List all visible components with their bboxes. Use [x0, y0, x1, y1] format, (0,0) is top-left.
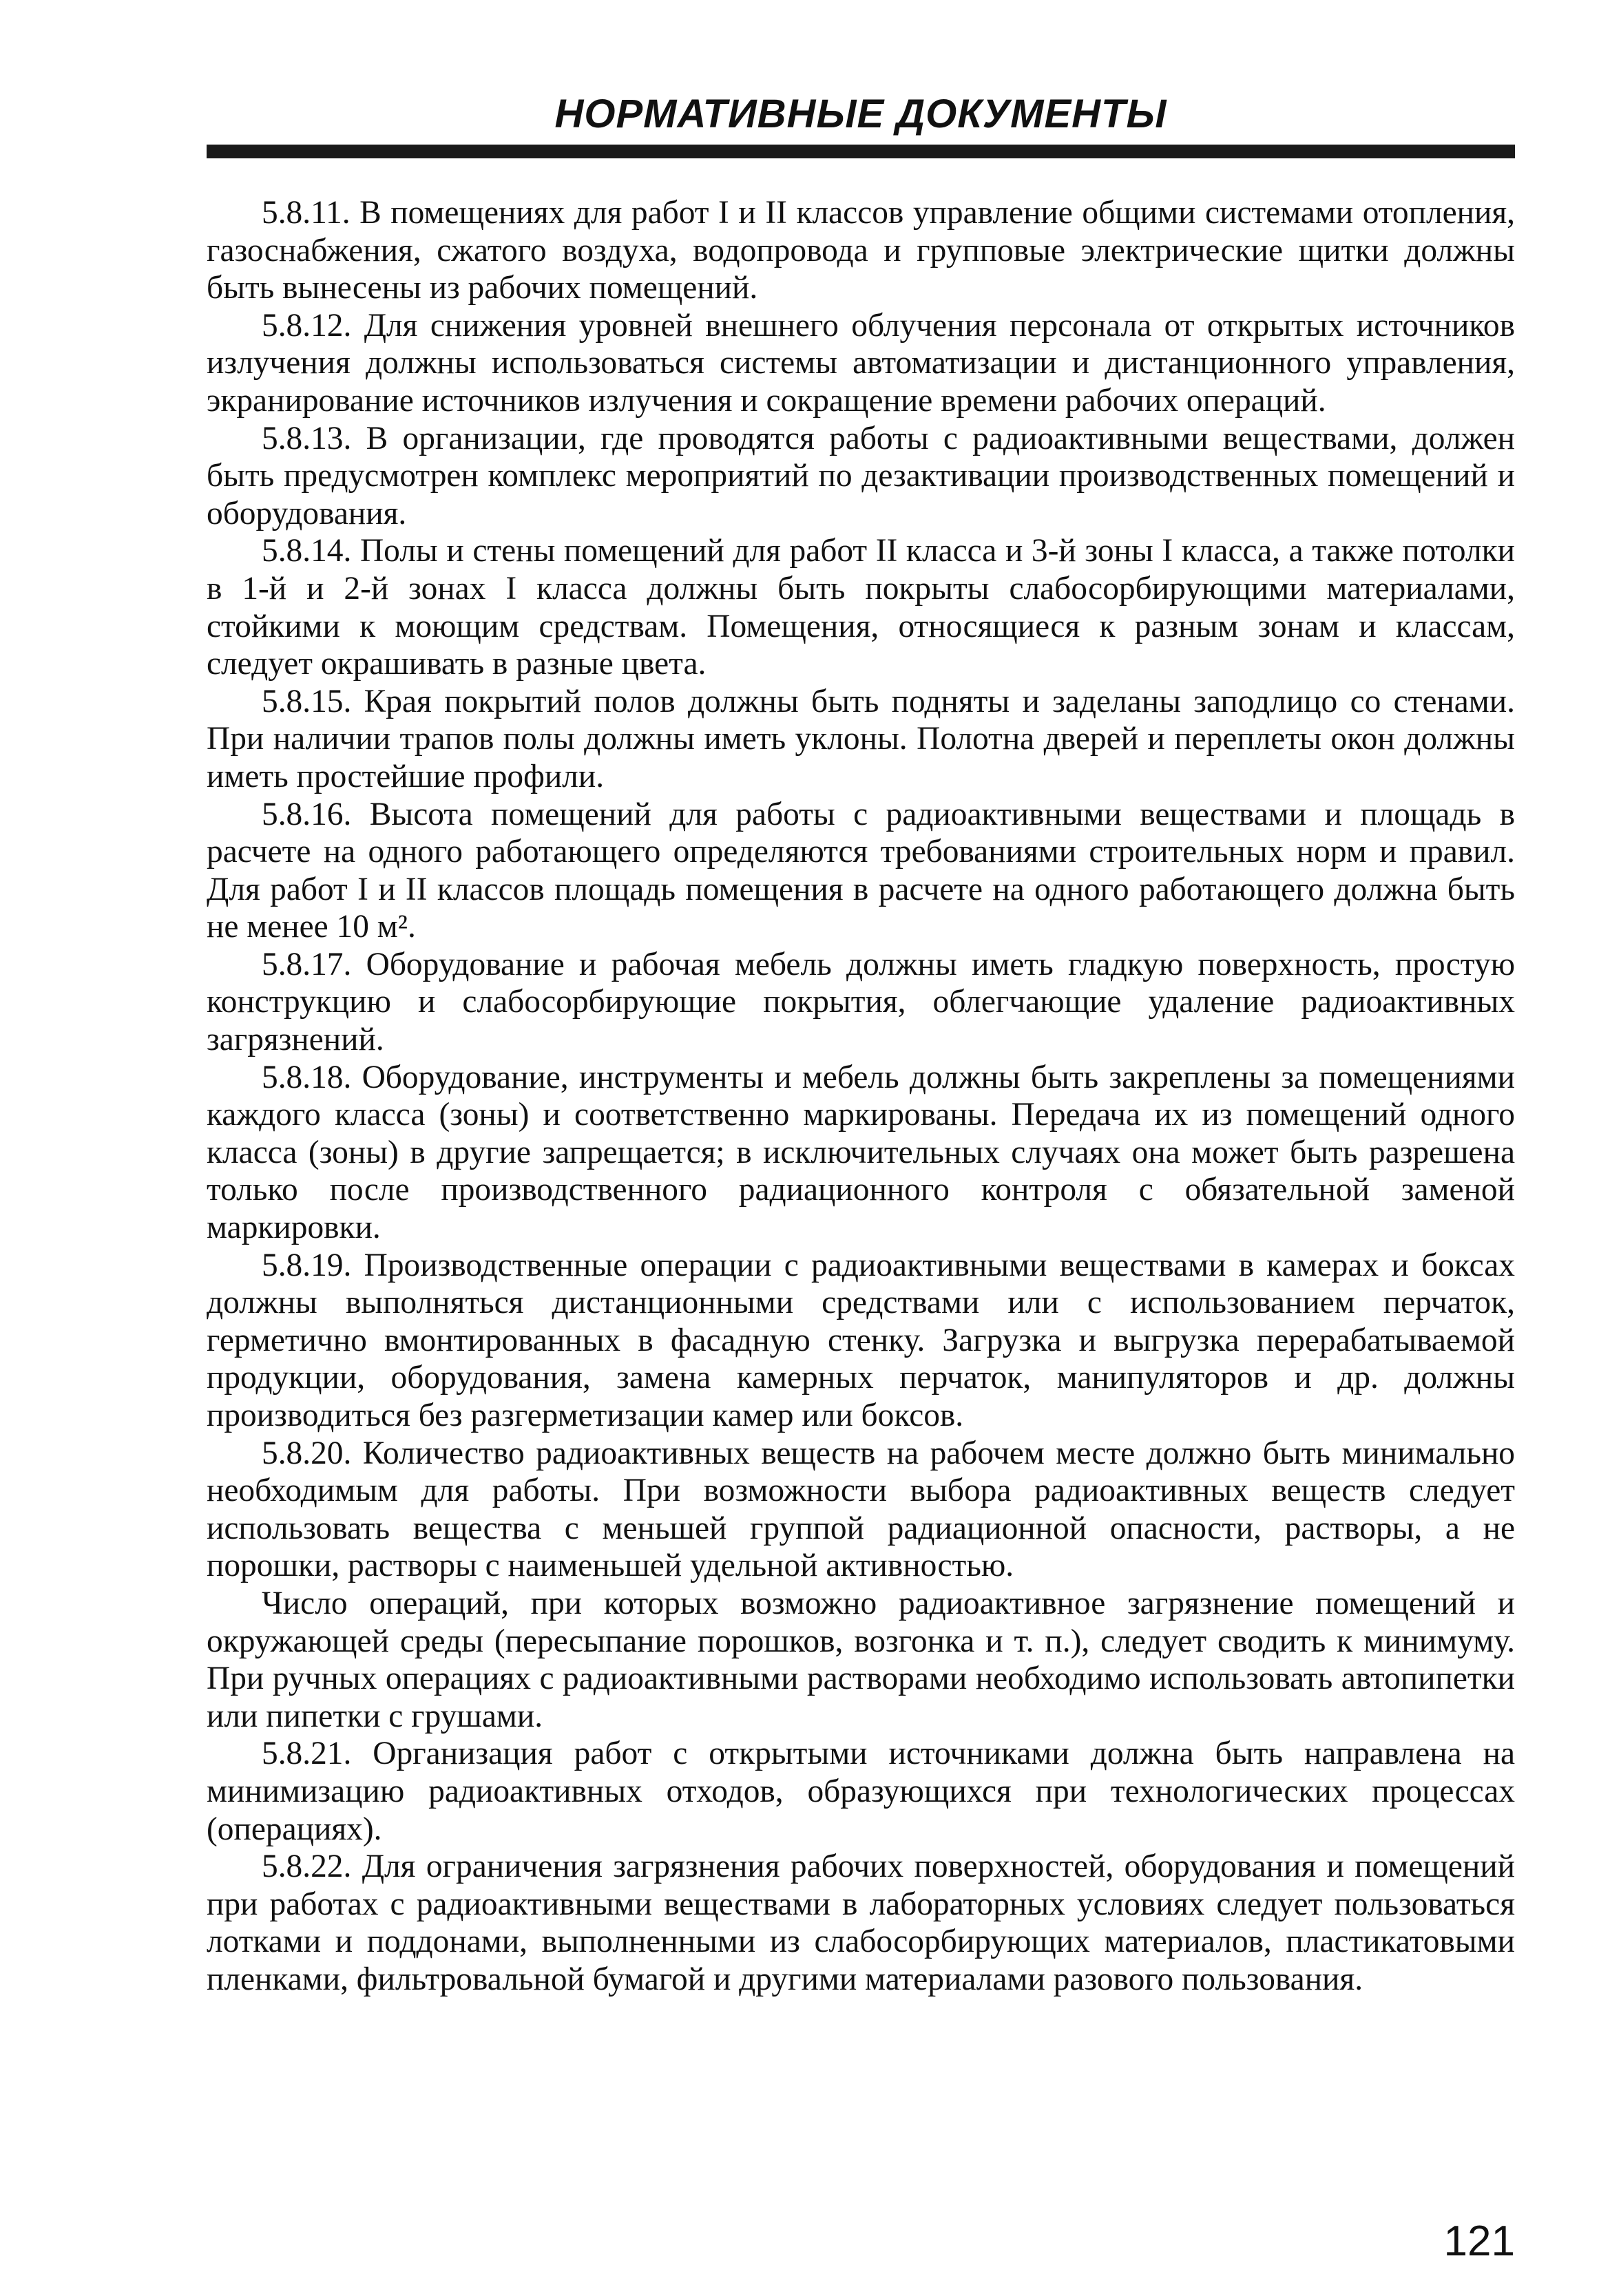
- paragraph-5-8-12: 5.8.12. Для снижения уровней внешнего облучения персонала от открытых источников излучения должны использоваться системы автоматизации и дистанционного управления, экранирование источников излучения и сокращение времени рабочих операций.: [207, 307, 1515, 419]
- running-header-title: НОРМАТИВНЫЕ ДОКУМЕНТЫ: [554, 92, 1167, 136]
- paragraph-5-8-21: 5.8.21. Организация работ с открытыми источниками должна быть направлена на минимизацию радиоактивных отходов, образующихся при технологических процессах (операциях).: [207, 1736, 1515, 1847]
- paragraph-5-8-20-continued: Число операций, при которых возможно радиоактивное загрязнение помещений и окружающей среды (пересыпание порошков, возгонка и т. п.), следует сводить к минимуму. При ручных операциях с радиоактивными растворами необходимо использовать автопипетки или пипетки с грушами.: [207, 1585, 1515, 1734]
- running-header: [207, 88, 1515, 140]
- paragraph-5-8-11: 5.8.11. В помещениях для работ I и II классов управление общими системами отопления, газоснабжения, сжатого воздуха, водопровода и групповые электрические щитки должны быть вынесены из рабочих помещений.: [207, 195, 1515, 306]
- paragraph-5-8-17: 5.8.17. Оборудование и рабочая мебель должны иметь гладкую поверхность, простую конструкцию и слабосорбирующие покрытия, облегчающие удаление радиоактивных загрязнений.: [207, 946, 1515, 1058]
- page-number: 121: [1443, 2218, 1515, 2265]
- paragraph-5-8-22: 5.8.22. Для ограничения загрязнения рабочих поверхностей, оборудования и помещений при работах с радиоактивными веществами в лабораторных условиях следует пользоваться лотками и поддонами, выполненными из слабосорбирующих материалов, пластикатовыми пленками, фильтровальной бумагой и другими материалами разового пользования.: [207, 1849, 1515, 1997]
- paragraph-5-8-20: 5.8.20. Количество радиоактивных веществ на рабочем месте должно быть минимально необходимым для работы. При возможности выбора радиоактивных веществ следует использовать вещества с меньшей группой радиационной опасности, растворы, а не порошки, растворы с наименьшей удельной активностью.: [207, 1435, 1515, 1584]
- paragraph-5-8-14: 5.8.14. Полы и стены помещений для работ II класса и 3-й зоны I класса, а также потолки в 1-й и 2-й зонах I класса должны быть покрыты слабосорбирующими материалами, стойкими к моющим средствам. Помещения, относящиеся к разным зонам и классам, следует окрашивать в разные цвета.: [207, 533, 1515, 682]
- paragraph-5-8-18: 5.8.18. Оборудование, инструменты и мебель должны быть закреплены за помещениями каждого класса (зоны) и соответственно маркированы. Передача их из помещений одного класса (зоны) в другие запрещается; в исключительных случаях она может быть разрешена только после производственного радиационного контроля с обязательной заменой маркировки.: [207, 1059, 1515, 1246]
- body-text: [207, 194, 1515, 1999]
- paragraph-5-8-19: 5.8.19. Производственные операции с радиоактивными веществами в камерах и боксах должны выполняться дистанционными средствами или с использованием перчаток, герметично вмонтированных в фасадную стенку. Загрузка и выгрузка перерабатываемой продукции, оборудования, замена камерных перчаток, манипуляторов и др. должны производиться без разгерметизации камер или боксов.: [207, 1247, 1515, 1433]
- paragraph-5-8-16: 5.8.16. Высота помещений для работы с радиоактивными веществами и площадь в расчете на одного работающего определяются требованиями строительных норм и правил. Для работ I и II классов площадь помещения в расчете на одного работающего должна быть не менее 10 м².: [207, 796, 1515, 945]
- paragraph-5-8-13: 5.8.13. В организации, где проводятся работы с радиоактивными веществами, должен быть предусмотрен комплекс мероприятий по дезактивации производственных помещений и оборудования.: [207, 420, 1515, 531]
- paragraph-5-8-15: 5.8.15. Края покрытий полов должны быть подняты и заделаны заподлицо со стенами. При наличии трапов полы должны иметь уклоны. Полотна дверей и переплеты окон должны иметь простейшие профили.: [207, 683, 1515, 794]
- header-rule: [207, 145, 1515, 158]
